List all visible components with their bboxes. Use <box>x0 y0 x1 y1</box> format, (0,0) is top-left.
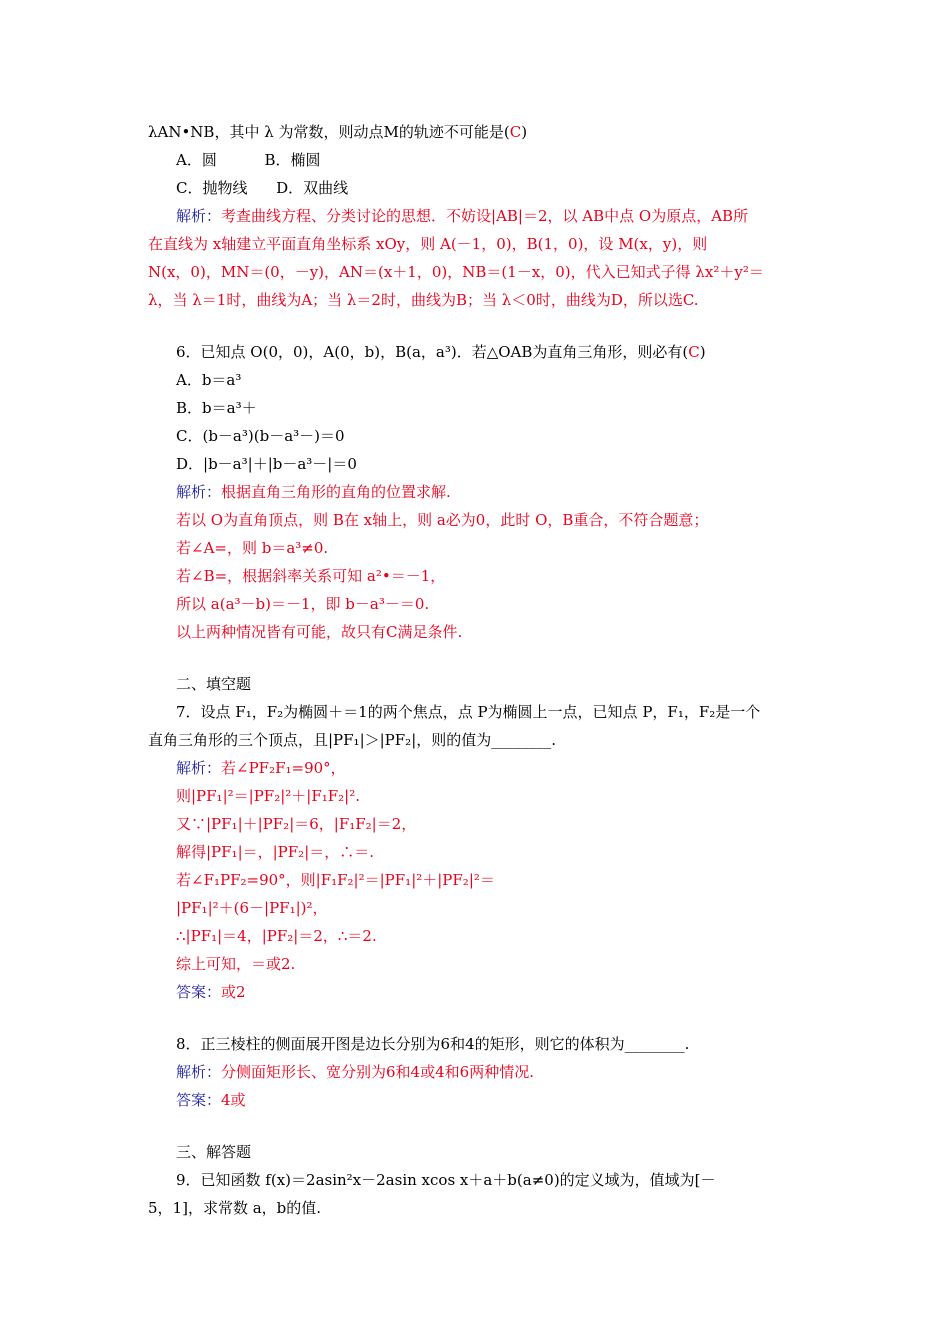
q7-analysis-line4: 解得|PF₁|＝，|PF₂|＝，∴＝. <box>176 843 375 861</box>
q8-answer-line <box>176 1090 246 1110</box>
q5-options-row2: C．抛物线 D．双曲线 <box>176 179 349 197</box>
q7-stem-line2: 直角三角形的三个顶点，且|PF₁|＞|PF₂|，则的值为________. <box>148 731 557 749</box>
q6-stem-close: ) <box>699 343 706 361</box>
section-heading-solutions: 三、解答题 <box>176 1143 252 1161</box>
q7-analysis-text: 若∠PF₂F₁=90°， <box>221 759 346 777</box>
q6-analysis-line5: 所以 a(a³－b)＝－1，即 b－a³－＝0. <box>176 595 430 613</box>
analysis-label: 解析： <box>176 483 222 501</box>
q5-analysis-line2: 在直线为 x轴建立平面直角坐标系 xOy，则 A(－1，0)，B(1，0)，设 M(x，y)，则 <box>148 235 708 253</box>
analysis-label: 解析： <box>176 759 222 777</box>
q9-stem-line1: 9．已知函数 f(x)＝2asin²x－2asin xcos x＋a＋b(a≠0)的定义域为，值域为[－ <box>176 1171 716 1189</box>
q7-answer: 或2 <box>221 983 246 1001</box>
q8-answer: 4或 <box>221 1091 246 1109</box>
q7-answer-line <box>176 982 246 1002</box>
q9-stem-line2: 5，1]，求常数 a，b的值. <box>148 1199 322 1217</box>
section-heading-fill-in: 二、填空题 <box>176 675 252 693</box>
answer-label: 答案： <box>176 1091 222 1109</box>
q6-analysis-text: 根据直角三角形的直角的位置求解. <box>221 483 451 501</box>
q8-analysis-line <box>176 1062 534 1082</box>
q7-analysis-line2: 则|PF₁|²＝|PF₂|²＋|F₁F₂|². <box>176 787 360 805</box>
answer-label: 答案： <box>176 983 222 1001</box>
q6-analysis-line2: 若以 O为直角顶点，则 B在 x轴上，则 a必为0，此时 O，B重合，不符合题意； <box>176 511 709 529</box>
q6-option-d: D．|b－a³|＋|b－a³－|＝0 <box>176 455 357 473</box>
q7-analysis-line6: |PF₁|²＋(6－|PF₁|)²， <box>176 899 328 917</box>
q7-analysis-line5: 若∠F₁PF₂=90°，则|F₁F₂|²＝|PF₁|²＋|PF₂|²＝ <box>176 871 495 889</box>
q6-analysis-line4: 若∠B=，根据斜率关系可知 a²•＝－1， <box>176 567 446 585</box>
q7-analysis-line8: 综上可知，＝或2. <box>176 955 296 973</box>
q6-stem <box>176 342 706 362</box>
q5-stem-tail <box>148 122 527 142</box>
q5-analysis-line1 <box>176 206 748 226</box>
q6-option-a: A．b＝a³ <box>176 371 242 389</box>
q6-option-c: C．(b－a³)(b－a³－)＝0 <box>176 427 345 445</box>
analysis-label: 解析： <box>176 207 222 225</box>
q7-analysis-line3: 又∵|PF₁|＋|PF₂|＝6，|F₁F₂|＝2， <box>176 815 417 833</box>
q5-analysis-line3: N(x，0)，MN＝(0，－y)，AN＝(x＋1，0)，NB＝(1－x，0)，代入已知式子得 λx²＋y²＝ <box>148 263 764 281</box>
q6-stem-text: 6．已知点 O(0，0)，A(0，b)，B(a，a³)．若△OAB为直角三角形，则必有( <box>176 343 689 361</box>
q7-stem-line1: 7．设点 F₁，F₂为椭圆＋＝1的两个焦点，点 P为椭圆上一点，已知点 P，F₁，F₂是一个 <box>176 703 761 721</box>
q8-stem: 8．正三棱柱的侧面展开图是边长分别为6和4的矩形，则它的体积为________. <box>176 1035 690 1053</box>
q7-analysis-line1 <box>176 758 346 778</box>
q5-options-row1: A．圆 B．椭圆 <box>176 151 321 169</box>
q6-analysis-line6: 以上两种情况皆有可能，故只有C满足条件. <box>176 623 463 641</box>
q7-analysis-line7: ∴|PF₁|＝4，|PF₂|＝2，∴＝2. <box>176 927 377 945</box>
q6-option-b: B．b＝a³＋ <box>176 399 257 417</box>
q5-analysis-text: 考查曲线方程、分类讨论的思想．不妨设|AB|＝2，以 AB中点 O为原点，AB所 <box>221 207 749 225</box>
q6-answer: C <box>688 343 700 361</box>
q5-answer: C <box>509 123 522 141</box>
q6-analysis-line1 <box>176 482 451 502</box>
q6-analysis-line3: 若∠A=，则 b＝a³≠0. <box>176 539 329 557</box>
q5-stem-close: ) <box>521 123 528 141</box>
q5-analysis-line4: λ，当 λ＝1时，曲线为A；当 λ＝2时，曲线为B；当 λ＜0时，曲线为D，所以选C. <box>148 291 699 309</box>
analysis-label: 解析： <box>176 1063 222 1081</box>
q8-analysis-text: 分侧面矩形长、宽分别为6和4或4和6两种情况. <box>221 1063 534 1081</box>
q5-stem-text: λAN•NB，其中 λ 为常数，则动点M的轨迹不可能是( <box>148 123 510 141</box>
